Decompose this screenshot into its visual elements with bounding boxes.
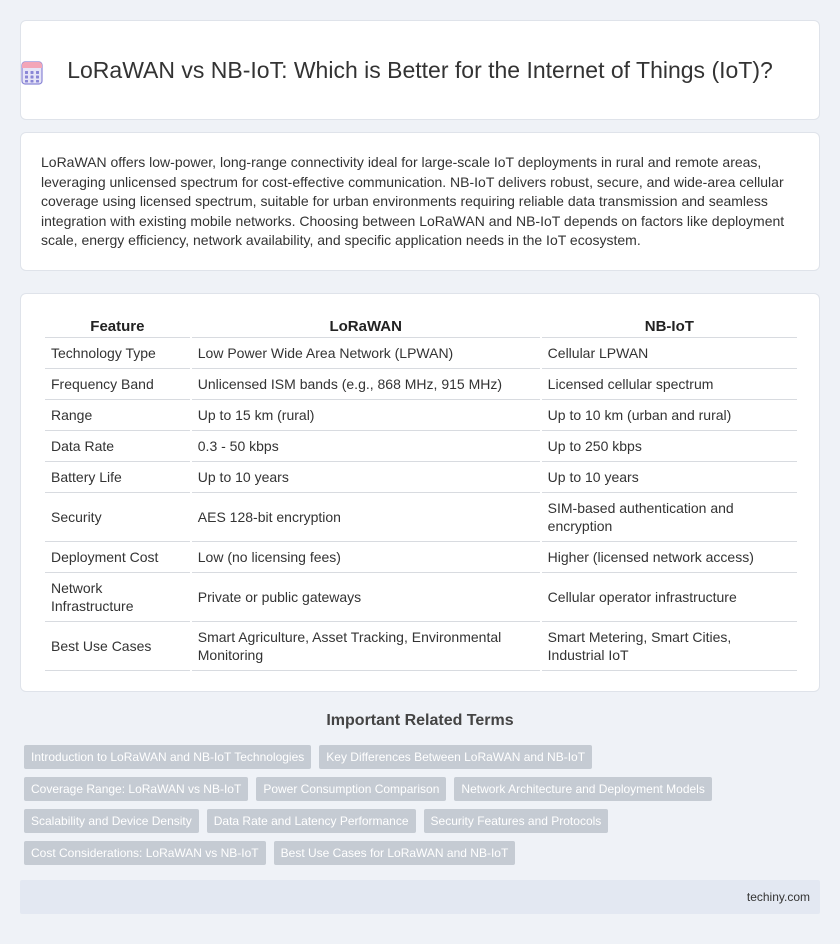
calculator-icon: [19, 60, 45, 86]
table-cell: Up to 10 km (urban and rural): [542, 400, 797, 431]
intro-card: [20, 132, 820, 271]
table-header-row: [45, 312, 797, 338]
header-feature: Feature: [45, 312, 190, 338]
table-row: [45, 338, 797, 369]
related-term-tag[interactable]: Security Features and Protocols: [424, 809, 609, 833]
footer-site-link[interactable]: techiny.com: [746, 890, 810, 904]
related-term-tag[interactable]: Introduction to LoRaWAN and NB-IoT Technologies: [24, 745, 311, 769]
table-cell: SIM-based authentication and encryption: [542, 493, 797, 542]
title-wrap: [67, 56, 773, 85]
page-title: LoRaWAN vs NB-IoT: Which is Better for the Internet of Things (IoT)?: [67, 56, 773, 83]
related-term-tag[interactable]: Cost Considerations: LoRaWAN vs NB-IoT: [24, 841, 266, 865]
table-cell: Smart Agriculture, Asset Tracking, Environmental Monitoring: [192, 622, 540, 671]
header-lorawan: LoRaWAN: [192, 312, 540, 338]
table-cell: Range: [45, 400, 190, 431]
table-row: [45, 400, 797, 431]
related-term-tag[interactable]: Best Use Cases for LoRaWAN and NB-IoT: [274, 841, 516, 865]
table-cell: Higher (licensed network access): [542, 542, 797, 573]
related-term-tag[interactable]: Data Rate and Latency Performance: [207, 809, 416, 833]
table-cell: Frequency Band: [45, 369, 190, 400]
table-cell: Network Infrastructure: [45, 573, 190, 622]
table-cell: Up to 10 years: [192, 462, 540, 493]
table-cell: 0.3 - 50 kbps: [192, 431, 540, 462]
related-term-tag[interactable]: Coverage Range: LoRaWAN vs NB-IoT: [24, 777, 248, 801]
table-cell: Cellular operator infrastructure: [542, 573, 797, 622]
table-cell: Up to 15 km (rural): [192, 400, 540, 431]
related-term-tag[interactable]: Key Differences Between LoRaWAN and NB-IoT: [319, 745, 592, 769]
table-cell: Deployment Cost: [45, 542, 190, 573]
table-cell: Low (no licensing fees): [192, 542, 540, 573]
title-card: [20, 20, 820, 120]
table-row: [45, 573, 797, 622]
intro-paragraph: LoRaWAN offers low-power, long-range connectivity ideal for large-scale IoT deployments in rural and remote areas, leveraging unlicensed spectrum for cost-effective communication. NB-IoT delivers robust, secure, and wide-area cellular coverage using licensed spectrum, suitable for urban environments requiring reliable data transmission and seamless integration with existing mobile networks. Choosing between LoRaWAN and NB-IoT depends on factors like deployment scale, energy efficiency, network availability, and specific application needs in the IoT ecosystem.: [41, 154, 785, 249]
table-cell: Low Power Wide Area Network (LPWAN): [192, 338, 540, 369]
header-nbiot: NB-IoT: [542, 312, 797, 338]
table-cell: AES 128-bit encryption: [192, 493, 540, 542]
table-row: [45, 369, 797, 400]
related-terms-list: [24, 745, 824, 873]
table-row: [45, 493, 797, 542]
table-cell: Battery Life: [45, 462, 190, 493]
table-cell: Smart Metering, Smart Cities, Industrial IoT: [542, 622, 797, 671]
table-row: [45, 431, 797, 462]
footer: [20, 880, 820, 914]
table-cell: Up to 250 kbps: [542, 431, 797, 462]
table-cell: Cellular LPWAN: [542, 338, 797, 369]
table-cell: Up to 10 years: [542, 462, 797, 493]
table-cell: Technology Type: [45, 338, 190, 369]
related-term-tag[interactable]: Power Consumption Comparison: [256, 777, 446, 801]
table-row: [45, 462, 797, 493]
related-term-tag[interactable]: Scalability and Device Density: [24, 809, 199, 833]
comparison-table: [43, 312, 799, 671]
related-terms-title: Important Related Terms: [326, 712, 514, 729]
comparison-table-card: [20, 293, 820, 692]
table-row: [45, 622, 797, 671]
table-cell: Data Rate: [45, 431, 190, 462]
table-cell: Security: [45, 493, 190, 542]
table-cell: Unlicensed ISM bands (e.g., 868 MHz, 915 MHz): [192, 369, 540, 400]
related-term-tag[interactable]: Network Architecture and Deployment Models: [454, 777, 711, 801]
table-row: [45, 542, 797, 573]
table-cell: Best Use Cases: [45, 622, 190, 671]
table-cell: Licensed cellular spectrum: [542, 369, 797, 400]
table-cell: Private or public gateways: [192, 573, 540, 622]
